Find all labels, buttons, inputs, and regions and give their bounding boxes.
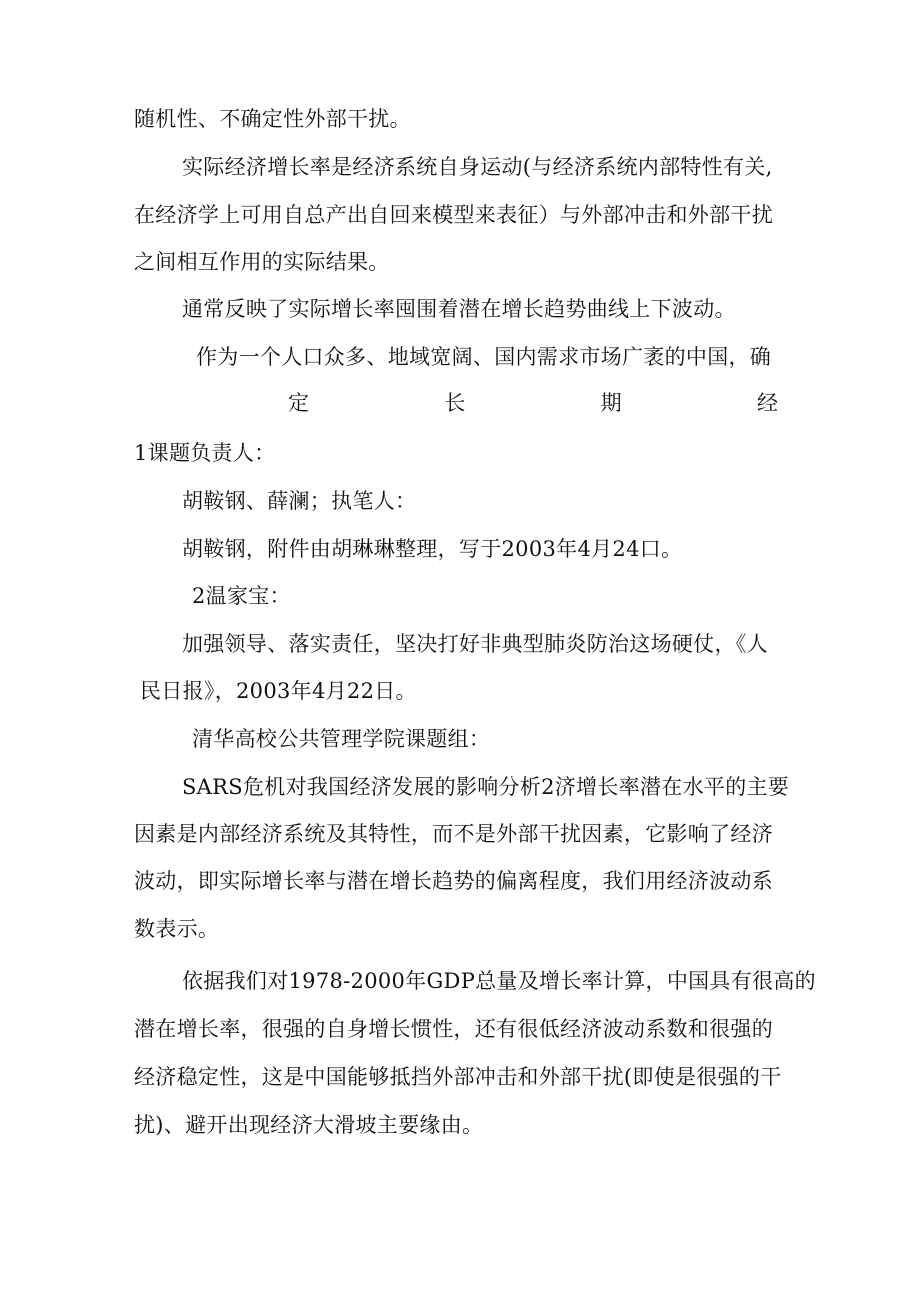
text-line: 扰)、避开出现经济大滑坡主要缘由。 — [134, 1113, 484, 1137]
footnote-line: 1课题负责人： — [134, 441, 276, 465]
text-line: 之间相互作用的实际结果。 — [134, 250, 390, 274]
spread-char: 经 — [756, 391, 778, 415]
spread-text-line — [288, 388, 778, 418]
text-line: 依据我们对1978-2000年GDP总量及增长率计算，中国具有很高的 — [182, 969, 816, 993]
text-line: SARS危机对我国经济发展的影响分析2济增长率潜在水平的主要 — [182, 775, 790, 799]
footnote-line: 胡鞍钢，附件由胡琳琳整理，写于2003年4月24口。 — [182, 537, 683, 561]
text-line: 经济稳定性，这是中国能够抵挡外部冲击和外部干扰(即使是很强的干 — [134, 1065, 782, 1089]
text-line: 数表示。 — [134, 917, 220, 941]
text-line: 在经济学上可用自总产出自回来模型来表征）与外部冲击和外部干扰 — [134, 203, 773, 227]
footnote-line: 民日报》，2003年4月22日。 — [140, 679, 417, 703]
text-line: 作为一个人口众多、地域宽阔、国内需求市场广袤的中国，确 — [196, 345, 772, 369]
text-line: 潜在增长率，很强的自身增长惯性，还有很低经济波动系数和很强的 — [134, 1017, 773, 1041]
footnote-line: 加强领导、落实责任，坚决打好非典型肺炎防治这场硬仗，《人 — [182, 632, 768, 656]
text-line: 随机性、不确定性外部干扰。 — [134, 107, 411, 131]
footnote-line: 2温家宝： — [192, 584, 291, 608]
spread-char: 长 — [444, 391, 466, 415]
spread-char: 定 — [288, 391, 309, 415]
text-line: 通常反映了实际增长率囤围着潜在增长趋势曲线上下波动。 — [182, 297, 736, 321]
footnote-line: 清华高校公共管理学院课题组： — [192, 727, 491, 751]
text-line: 实际经济增长率是经济系统自身运动(与经济系统内部特性有关, — [182, 155, 773, 179]
text-line: 因素是内部经济系统及其特性，而不是外部干扰因素，它影响了经济 — [134, 822, 773, 846]
text-line: 波动，即实际增长率与潜在增长趋势的偏离程度，我们用经济波动系 — [134, 869, 773, 893]
footnote-line: 胡鞍钢、薛澜；执笔人： — [182, 489, 417, 513]
spread-char: 期 — [600, 391, 622, 415]
